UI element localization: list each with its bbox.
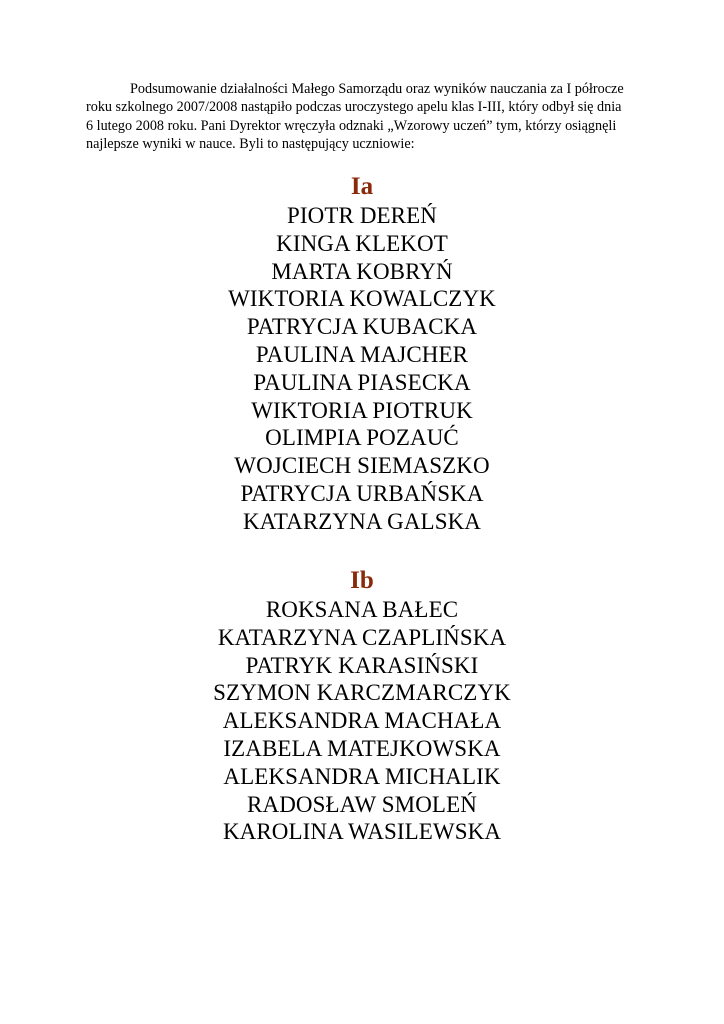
student-name: ROKSANA BAŁEC: [265, 597, 459, 622]
student-name: PATRYK KARASIŃSKI: [245, 652, 479, 678]
student-name: IZABELA MATEJKOWSKA: [223, 735, 501, 761]
student-name: WIKTORIA PIOTRUK: [251, 397, 473, 423]
student-name: PAULINA PIASECKA: [253, 369, 471, 395]
student-name: WIKTORIA KOWALCZYK: [228, 286, 496, 312]
student-name: MARTA KOBRYŃ: [271, 258, 453, 284]
class-section-ia: [0, 172, 724, 536]
student-name: KATARZYNA CZAPLIŃSKA: [217, 624, 507, 650]
student-list: [0, 202, 724, 536]
class-heading: Ia: [350, 173, 374, 200]
student-name: ALEKSANDRA MACHAŁA: [222, 708, 502, 734]
intro-paragraph: [86, 80, 642, 153]
student-name: WOJCIECH SIEMASZKO: [234, 453, 490, 479]
class-section-ib: [0, 566, 724, 846]
student-name: KINGA KLEKOT: [276, 230, 448, 256]
intro-line: Podsumowanie działalności Małego Samorządu oraz wyników nauczania za I półrocze: [130, 81, 624, 97]
student-name: RADOSŁAW SMOLEŃ: [247, 791, 477, 817]
intro-line: najlepsze wyniki w nauce. Byli to następujący uczniowie:: [86, 135, 415, 152]
student-list: [0, 596, 724, 846]
student-name: SZYMON KARCZMARCZYK: [213, 680, 511, 706]
student-name: PAULINA MAJCHER: [255, 341, 469, 367]
student-name: OLIMPIA POZAUĆ: [265, 425, 459, 451]
intro-line: 6 lutego 2008 roku. Pani Dyrektor wręczyła odznaki „Wzorowy uczeń” tym, którzy osiągnęli: [86, 117, 617, 134]
student-name: KATARZYNA GALSKA: [242, 508, 482, 534]
student-name: KAROLINA WASILEWSKA: [222, 819, 502, 845]
student-name: PATRYCJA KUBACKA: [246, 314, 478, 340]
intro-line: roku szkolnego 2007/2008 nastąpiło podczas uroczystego apelu klas I-III, który odbył się dnia: [86, 99, 622, 116]
class-heading: Ib: [350, 567, 374, 594]
student-name: ALEKSANDRA MICHALIK: [223, 763, 501, 789]
student-name: PIOTR DEREŃ: [287, 203, 437, 228]
student-name: PATRYCJA URBAŃSKA: [240, 480, 484, 506]
